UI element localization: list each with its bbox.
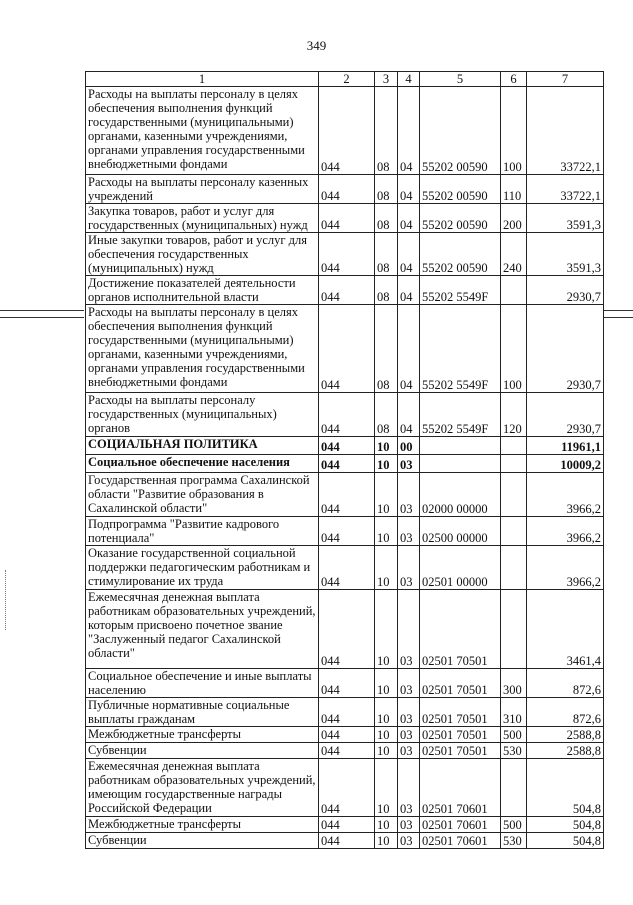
target-article-cell: 02501 00000 [420,546,501,590]
vedomstvo-cell: 044 [319,87,375,175]
amount-cell: 3966,2 [527,517,604,546]
vedomstvo-cell: 044 [319,727,375,743]
podrazdel-cell: 03 [398,727,420,743]
table-row [86,590,604,669]
razdel-cell: 10 [375,669,398,698]
target-article-cell: 55202 5549F [420,393,501,437]
table-row [86,727,604,743]
column-header: 1 [86,72,319,87]
expense-type-cell [501,759,527,817]
vedomstvo-cell: 044 [319,743,375,759]
expense-type-cell: 200 [501,204,527,233]
amount-cell: 3591,3 [527,204,604,233]
expense-name-cell: Межбюджетные трансферты [86,817,319,833]
amount-cell: 872,6 [527,669,604,698]
expense-type-cell: 100 [501,87,527,175]
vedomstvo-cell: 044 [319,546,375,590]
expense-name-cell: Расходы на выплаты персоналу государственных (муниципальных) органов [86,393,319,437]
expense-type-cell [501,473,527,517]
table-row [86,87,604,175]
amount-cell: 2588,8 [527,743,604,759]
razdel-cell: 10 [375,590,398,669]
amount-cell: 504,8 [527,817,604,833]
vedomstvo-cell: 044 [319,698,375,727]
razdel-cell: 10 [375,698,398,727]
podrazdel-cell: 04 [398,233,420,276]
podrazdel-cell: 03 [398,743,420,759]
table-row [86,204,604,233]
amount-cell: 872,6 [527,698,604,727]
expense-name-cell: Подпрограмма "Развитие кадрового потенциала" [86,517,319,546]
expense-type-cell: 500 [501,727,527,743]
expense-type-cell: 530 [501,833,527,849]
amount-cell: 33722,1 [527,87,604,175]
table-row [86,517,604,546]
podrazdel-cell: 03 [398,759,420,817]
table-row [86,276,604,305]
target-article-cell: 55202 00590 [420,204,501,233]
razdel-cell: 08 [375,204,398,233]
podrazdel-cell: 03 [398,669,420,698]
target-article-cell [420,455,501,473]
left-margin-rule [0,317,84,318]
podrazdel-cell: 03 [398,590,420,669]
amount-cell: 2588,8 [527,727,604,743]
table-row [86,473,604,517]
podrazdel-cell: 04 [398,87,420,175]
razdel-cell: 10 [375,546,398,590]
column-header: 5 [420,72,501,87]
table-row [86,817,604,833]
podrazdel-cell: 03 [398,473,420,517]
target-article-cell: 55202 5549F [420,305,501,393]
table-row [86,759,604,817]
razdel-cell: 08 [375,393,398,437]
vedomstvo-cell: 044 [319,817,375,833]
right-margin-rule [604,310,633,311]
razdel-cell: 08 [375,175,398,204]
expense-type-cell [501,546,527,590]
razdel-cell: 10 [375,455,398,473]
target-article-cell: 55202 00590 [420,87,501,175]
amount-cell: 3966,2 [527,473,604,517]
vedomstvo-cell: 044 [319,233,375,276]
target-article-cell: 55202 5549F [420,276,501,305]
razdel-cell: 08 [375,87,398,175]
podrazdel-cell: 04 [398,393,420,437]
podrazdel-cell: 04 [398,175,420,204]
expense-name-cell: Социальное обеспечение населения [86,455,319,473]
table-row [86,437,604,455]
amount-cell: 504,8 [527,833,604,849]
margin-mark [5,570,8,630]
table-row [86,669,604,698]
expense-name-cell: Субвенции [86,833,319,849]
expense-name-cell: Публичные нормативные социальные выплаты гражданам [86,698,319,727]
expense-name-cell: Расходы на выплаты персоналу казенных учреждений [86,175,319,204]
table-header-row [86,72,604,87]
amount-cell: 2930,7 [527,305,604,393]
vedomstvo-cell: 044 [319,759,375,817]
table-row [86,743,604,759]
target-article-cell: 02501 70501 [420,698,501,727]
expense-name-cell: Социальное обеспечение и иные выплаты населению [86,669,319,698]
podrazdel-cell: 04 [398,276,420,305]
razdel-cell: 08 [375,305,398,393]
column-header: 7 [527,72,604,87]
column-header: 6 [501,72,527,87]
target-article-cell: 02501 70501 [420,743,501,759]
razdel-cell: 10 [375,743,398,759]
amount-cell: 3591,3 [527,233,604,276]
expense-name-cell: Достижение показателей деятельности органов исполнительной власти [86,276,319,305]
vedomstvo-cell: 044 [319,393,375,437]
table-row [86,393,604,437]
expense-type-cell [501,437,527,455]
target-article-cell: 02501 70501 [420,669,501,698]
razdel-cell: 10 [375,759,398,817]
expense-type-cell [501,276,527,305]
table-row [86,546,604,590]
column-header: 2 [319,72,375,87]
podrazdel-cell: 04 [398,204,420,233]
expense-name-cell: Закупка товаров, работ и услуг для государственных (муниципальных) нужд [86,204,319,233]
razdel-cell: 10 [375,833,398,849]
vedomstvo-cell: 044 [319,833,375,849]
vedomstvo-cell: 044 [319,437,375,455]
expense-name-cell: СОЦИАЛЬНАЯ ПОЛИТИКА [86,437,319,455]
target-article-cell: 02501 70501 [420,727,501,743]
expense-name-cell: Иные закупки товаров, работ и услуг для обеспечения государственных (муниципальных) нужд [86,233,319,276]
target-article-cell: 02501 70501 [420,590,501,669]
vedomstvo-cell: 044 [319,473,375,517]
amount-cell: 33722,1 [527,175,604,204]
podrazdel-cell: 03 [398,833,420,849]
razdel-cell: 10 [375,817,398,833]
target-article-cell: 55202 00590 [420,175,501,204]
vedomstvo-cell: 044 [319,517,375,546]
target-article-cell: 02501 70601 [420,833,501,849]
expense-name-cell: Межбюджетные трансферты [86,727,319,743]
table-row [86,233,604,276]
podrazdel-cell: 03 [398,455,420,473]
column-header: 3 [375,72,398,87]
expense-type-cell [501,455,527,473]
vedomstvo-cell: 044 [319,204,375,233]
table-row [86,305,604,393]
podrazdel-cell: 03 [398,698,420,727]
table-row [86,833,604,849]
left-margin-rule [0,310,84,311]
razdel-cell: 10 [375,437,398,455]
amount-cell: 2930,7 [527,276,604,305]
expense-type-cell: 500 [501,817,527,833]
expense-name-cell: Оказание государственной социальной поддержки педагогическим работникам и стимулирование их труда [86,546,319,590]
razdel-cell: 10 [375,517,398,546]
amount-cell: 504,8 [527,759,604,817]
podrazdel-cell: 03 [398,517,420,546]
target-article-cell: 02500 00000 [420,517,501,546]
table-row [86,698,604,727]
vedomstvo-cell: 044 [319,669,375,698]
target-article-cell: 02501 70601 [420,817,501,833]
right-margin-rule [604,317,633,318]
expense-name-cell: Расходы на выплаты персоналу в целях обеспечения выполнения функций государственными (муниципальными) органами, казенными учреждениями, органами управления государственными внебюджетными фондами [86,305,319,393]
razdel-cell: 10 [375,473,398,517]
target-article-cell: 02501 70601 [420,759,501,817]
razdel-cell: 08 [375,233,398,276]
expense-type-cell: 310 [501,698,527,727]
podrazdel-cell: 03 [398,817,420,833]
expense-name-cell: Ежемесячная денежная выплата работникам образовательных учреждений, которым присвоено почетное звание "Заслуженный педагог Сахалинской области" [86,590,319,669]
vedomstvo-cell: 044 [319,455,375,473]
expense-name-cell: Государственная программа Сахалинской области "Развитие образования в Сахалинской области" [86,473,319,517]
expense-name-cell: Расходы на выплаты персоналу в целях обеспечения выполнения функций государственными (муниципальными) органами, казенными учреждениями, органами управления государственными внебюджетными фондами [86,87,319,175]
podrazdel-cell: 03 [398,546,420,590]
vedomstvo-cell: 044 [319,305,375,393]
table-row [86,175,604,204]
razdel-cell: 10 [375,727,398,743]
expense-type-cell: 240 [501,233,527,276]
amount-cell: 3966,2 [527,546,604,590]
expense-type-cell: 110 [501,175,527,204]
target-article-cell [420,437,501,455]
budget-table [85,71,604,849]
amount-cell: 11961,1 [527,437,604,455]
expense-type-cell: 100 [501,305,527,393]
amount-cell: 2930,7 [527,393,604,437]
expense-type-cell [501,590,527,669]
expense-name-cell: Субвенции [86,743,319,759]
table-row [86,455,604,473]
expense-type-cell: 530 [501,743,527,759]
razdel-cell: 08 [375,276,398,305]
target-article-cell: 55202 00590 [420,233,501,276]
podrazdel-cell: 00 [398,437,420,455]
podrazdel-cell: 04 [398,305,420,393]
expense-type-cell: 120 [501,393,527,437]
vedomstvo-cell: 044 [319,276,375,305]
expense-type-cell: 300 [501,669,527,698]
amount-cell: 3461,4 [527,590,604,669]
page-number: 349 [306,38,327,53]
target-article-cell: 02000 00000 [420,473,501,517]
vedomstvo-cell: 044 [319,175,375,204]
column-header: 4 [398,72,420,87]
expense-type-cell [501,517,527,546]
amount-cell: 10009,2 [527,455,604,473]
expense-name-cell: Ежемесячная денежная выплата работникам образовательных учреждений, имеющим государственные награды Российской Федерации [86,759,319,817]
vedomstvo-cell: 044 [319,590,375,669]
